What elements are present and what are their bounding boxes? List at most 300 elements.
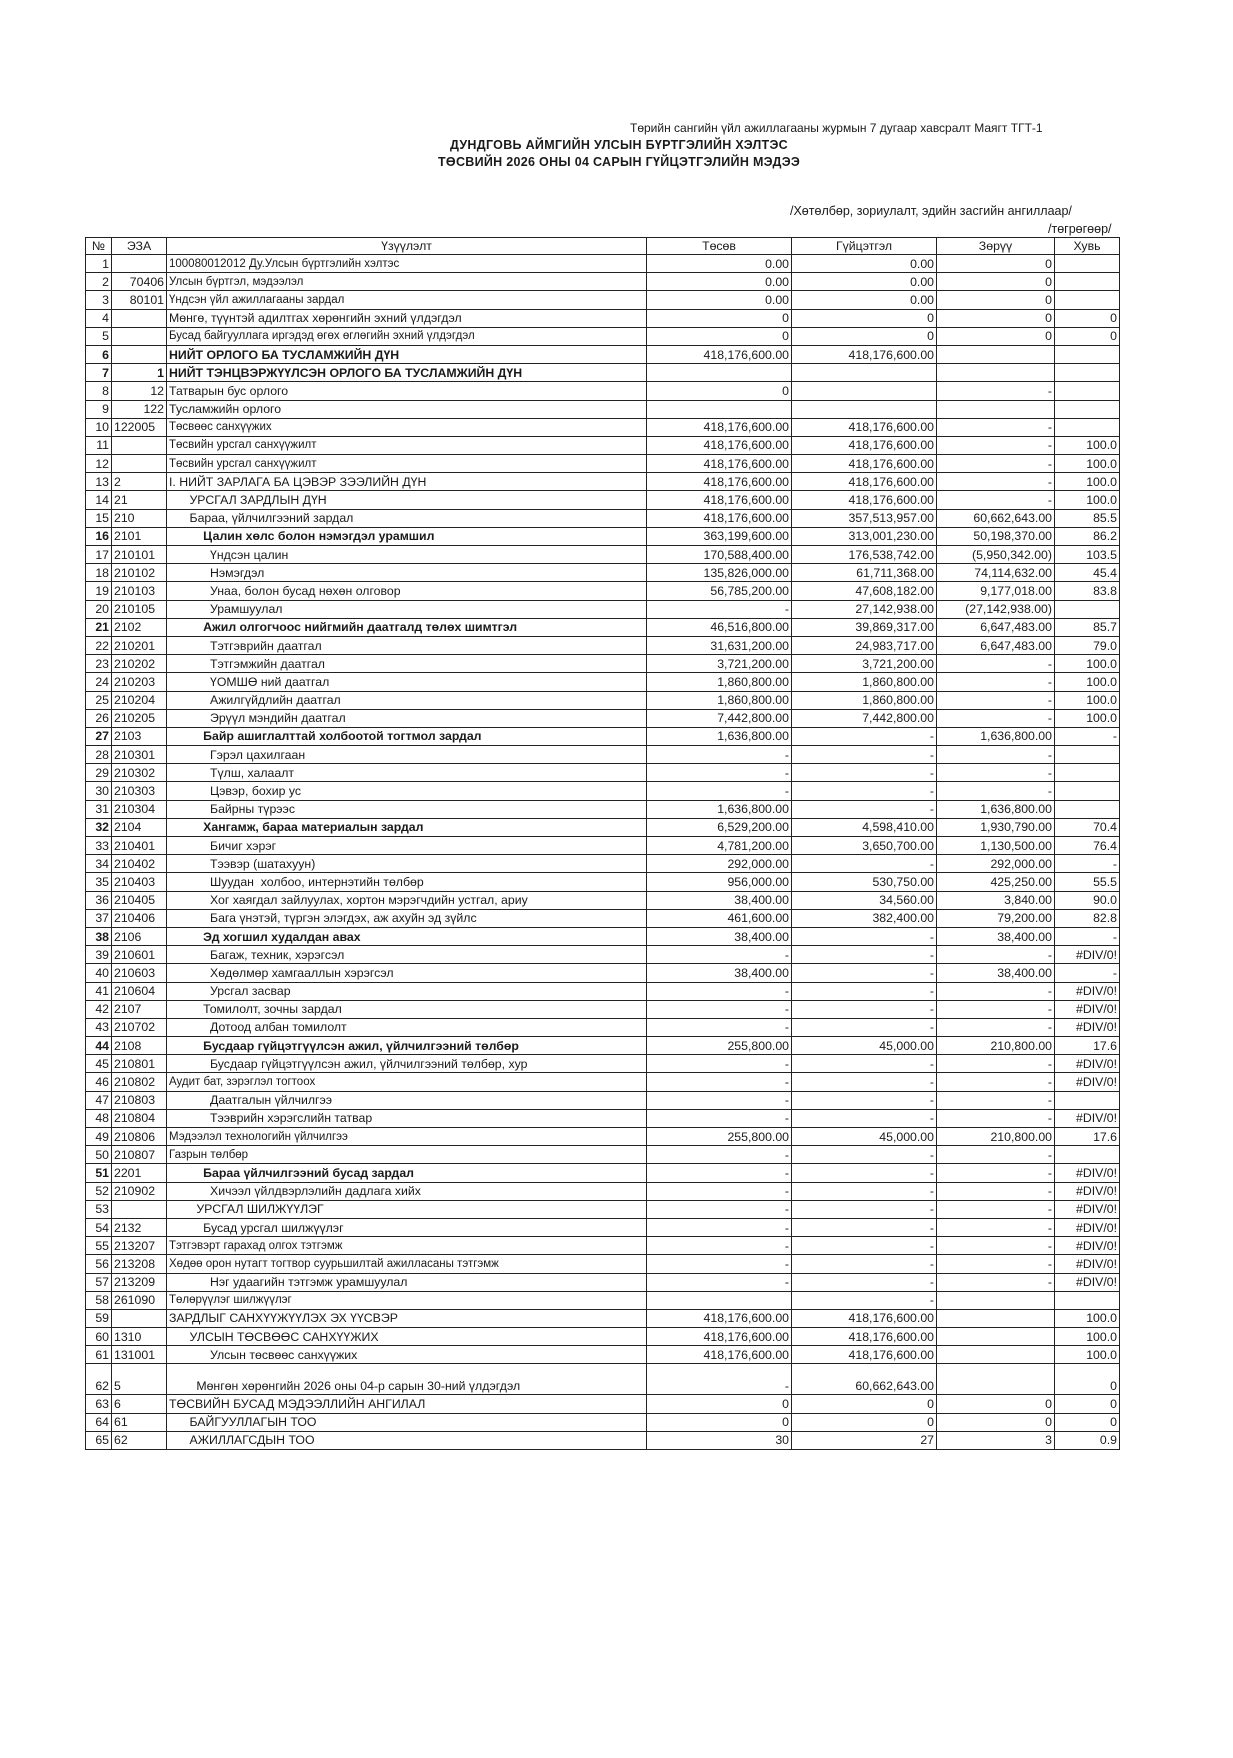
budget-cell: 170,588,400.00	[647, 546, 792, 564]
actual-cell: -	[792, 946, 937, 964]
table-row	[86, 746, 1120, 764]
percent-cell: 100.0	[1055, 709, 1120, 727]
indicator-cell: Багаж, техник, хэрэгсэл	[167, 946, 647, 964]
difference-cell: -	[937, 1018, 1055, 1036]
indicator-cell: Мэдээлэл технологийн үйлчилгээ	[167, 1128, 647, 1146]
difference-cell	[937, 345, 1055, 363]
difference-cell: 0	[937, 1395, 1055, 1413]
row-number-cell: 15	[86, 509, 112, 527]
indicator-cell: Тэтгэмжийн даатгал	[167, 655, 647, 673]
indicator-cell: Хичээл үйлдвэрлэлийн дадлага хийх	[167, 1182, 647, 1200]
row-number-cell: 38	[86, 927, 112, 945]
actual-cell: 3,650,700.00	[792, 837, 937, 855]
difference-cell: 79,200.00	[937, 909, 1055, 927]
indicator-cell: Улсын төсвөөс санхүүжих	[167, 1346, 647, 1364]
difference-cell: 0	[937, 327, 1055, 345]
percent-cell	[1055, 1291, 1120, 1309]
economic-code-cell: 122	[112, 400, 167, 418]
budget-cell: 292,000.00	[647, 855, 792, 873]
row-number-cell: 22	[86, 636, 112, 654]
indicator-cell: НИЙТ ТЭНЦВЭРЖҮҮЛСЭН ОРЛОГО БА ТУСЛАМЖИЙН ДҮН	[167, 364, 647, 382]
economic-code-cell: 210902	[112, 1182, 167, 1200]
indicator-cell: УРСГАЛ ШИЛЖҮҮЛЭГ	[167, 1200, 647, 1218]
indicator-cell: Үндсэн үйл ажиллагааны зардал	[167, 291, 647, 309]
row-number-cell: 14	[86, 491, 112, 509]
budget-cell: 255,800.00	[647, 1037, 792, 1055]
indicator-cell: Цэвэр, бохир ус	[167, 782, 647, 800]
difference-cell	[937, 364, 1055, 382]
budget-cell	[647, 1291, 792, 1309]
actual-cell: 418,176,600.00	[792, 455, 937, 473]
actual-cell: 34,560.00	[792, 891, 937, 909]
indicator-cell: ТӨСВИЙН БУСАД МЭДЭЭЛЛИЙН АНГИЛАЛ	[167, 1395, 647, 1413]
row-number-cell: 37	[86, 909, 112, 927]
indicator-cell: Төсвийн урсгал санхүүжилт	[167, 455, 647, 473]
actual-cell: 27,142,938.00	[792, 600, 937, 618]
table-row	[86, 818, 1120, 836]
percent-cell: 45.4	[1055, 564, 1120, 582]
budget-cell: 0.00	[647, 255, 792, 273]
economic-code-cell: 122005	[112, 418, 167, 436]
economic-code-cell: 12	[112, 382, 167, 400]
indicator-cell: Унаа, болон бусад нөхөн олговор	[167, 582, 647, 600]
actual-cell: -	[792, 782, 937, 800]
table-row	[86, 400, 1120, 418]
actual-cell: 47,608,182.00	[792, 582, 937, 600]
difference-cell: -	[937, 418, 1055, 436]
budget-cell: 3,721,200.00	[647, 655, 792, 673]
table-row	[86, 491, 1120, 509]
economic-code-cell: 210806	[112, 1128, 167, 1146]
difference-cell: 1,930,790.00	[937, 818, 1055, 836]
indicator-cell: УРСГАЛ ЗАРДЛЫН ДҮН	[167, 491, 647, 509]
difference-cell: -	[937, 782, 1055, 800]
row-number-cell: 12	[86, 455, 112, 473]
difference-cell: 0	[937, 255, 1055, 273]
actual-cell: -	[792, 927, 937, 945]
table-row	[86, 418, 1120, 436]
indicator-cell: Ажилгүйдлийн даатгал	[167, 691, 647, 709]
difference-cell: 60,662,643.00	[937, 509, 1055, 527]
economic-code-cell: 210402	[112, 855, 167, 873]
budget-cell: -	[647, 746, 792, 764]
economic-code-cell: 210303	[112, 782, 167, 800]
budget-cell: 30	[647, 1431, 792, 1449]
percent-cell: 83.8	[1055, 582, 1120, 600]
budget-cell: 418,176,600.00	[647, 1328, 792, 1346]
percent-cell: -	[1055, 927, 1120, 945]
indicator-cell: Татварын бус орлого	[167, 382, 647, 400]
percent-cell: 100.0	[1055, 691, 1120, 709]
percent-cell: #DIV/0!	[1055, 982, 1120, 1000]
indicator-cell: АЖИЛЛАГСДЫН ТОО	[167, 1431, 647, 1449]
actual-cell: -	[792, 1000, 937, 1018]
row-number-cell: 48	[86, 1109, 112, 1127]
actual-cell: 418,176,600.00	[792, 345, 937, 363]
actual-cell: 39,869,317.00	[792, 618, 937, 636]
difference-cell	[937, 1291, 1055, 1309]
actual-cell: 60,662,643.00	[792, 1364, 937, 1395]
difference-cell: 425,250.00	[937, 873, 1055, 891]
row-number-cell: 31	[86, 800, 112, 818]
difference-cell: 1,636,800.00	[937, 800, 1055, 818]
table-row	[86, 1182, 1120, 1200]
indicator-cell: Тусламжийн орлого	[167, 400, 647, 418]
actual-cell: 418,176,600.00	[792, 1309, 937, 1327]
row-number-cell: 20	[86, 600, 112, 618]
row-number-cell: 23	[86, 655, 112, 673]
indicator-cell: Бичиг хэрэг	[167, 837, 647, 855]
col-header-indicator: Үзүүлэлт	[167, 238, 647, 255]
difference-cell: -	[937, 491, 1055, 509]
percent-cell: 100.0	[1055, 1328, 1120, 1346]
row-number-cell: 47	[86, 1091, 112, 1109]
row-number-cell: 34	[86, 855, 112, 873]
difference-cell: -	[937, 1000, 1055, 1018]
indicator-cell: Дотоод албан томилолт	[167, 1018, 647, 1036]
budget-cell: -	[647, 946, 792, 964]
table-row	[86, 709, 1120, 727]
difference-cell: 0	[937, 291, 1055, 309]
percent-cell	[1055, 382, 1120, 400]
percent-cell: #DIV/0!	[1055, 1237, 1120, 1255]
budget-cell: -	[647, 1000, 792, 1018]
economic-code-cell: 210201	[112, 636, 167, 654]
percent-cell: 82.8	[1055, 909, 1120, 927]
difference-cell: -	[937, 764, 1055, 782]
indicator-cell: Хөдөлмөр хамгааллын хэрэгсэл	[167, 964, 647, 982]
economic-code-cell: 210103	[112, 582, 167, 600]
actual-cell: 0	[792, 327, 937, 345]
economic-code-cell: 2132	[112, 1218, 167, 1236]
indicator-cell: УЛСЫН ТӨСВӨӨС САНХҮҮЖИХ	[167, 1328, 647, 1346]
percent-cell: #DIV/0!	[1055, 1018, 1120, 1036]
actual-cell: 24,983,717.00	[792, 636, 937, 654]
indicator-cell: Газрын төлбөр	[167, 1146, 647, 1164]
economic-code-cell: 2106	[112, 927, 167, 945]
economic-code-cell: 213209	[112, 1273, 167, 1291]
actual-cell: 313,001,230.00	[792, 527, 937, 545]
economic-code-cell: 210601	[112, 946, 167, 964]
economic-code-cell: 210202	[112, 655, 167, 673]
table-row	[86, 800, 1120, 818]
table-row	[86, 946, 1120, 964]
table-row	[86, 1255, 1120, 1273]
budget-cell: 418,176,600.00	[647, 345, 792, 363]
actual-cell: -	[792, 1164, 937, 1182]
row-number-cell: 43	[86, 1018, 112, 1036]
percent-cell: #DIV/0!	[1055, 1000, 1120, 1018]
indicator-cell: Төсвийн урсгал санхүүжилт	[167, 436, 647, 454]
form-note: Төрийн сангийн үйл ажиллагааны журмын 7 дугаар хавсралт Маягт ТГТ-1	[630, 121, 1043, 135]
budget-cell: 1,860,800.00	[647, 673, 792, 691]
budget-cell: -	[647, 1109, 792, 1127]
economic-code-cell: 210102	[112, 564, 167, 582]
actual-cell	[792, 382, 937, 400]
actual-cell	[792, 400, 937, 418]
actual-cell: -	[792, 1237, 937, 1255]
actual-cell: -	[792, 1182, 937, 1200]
budget-cell: 7,442,800.00	[647, 709, 792, 727]
row-number-cell: 29	[86, 764, 112, 782]
actual-cell: 0.00	[792, 255, 937, 273]
budget-cell: 418,176,600.00	[647, 1309, 792, 1327]
difference-cell: 0	[937, 1413, 1055, 1431]
indicator-cell: Эд хогшил худалдан авах	[167, 927, 647, 945]
col-header-code: ЭЗА	[112, 238, 167, 255]
difference-cell: -	[937, 982, 1055, 1000]
economic-code-cell: 62	[112, 1431, 167, 1449]
economic-code-cell: 210301	[112, 746, 167, 764]
row-number-cell: 27	[86, 727, 112, 745]
budget-cell: 363,199,600.00	[647, 527, 792, 545]
difference-cell: -	[937, 473, 1055, 491]
actual-cell: 4,598,410.00	[792, 818, 937, 836]
indicator-cell: Мөнгөн хөрөнгийн 2026 оны 04-р сарын 30-ний үлдэгдэл	[167, 1364, 647, 1395]
difference-cell: -	[937, 1237, 1055, 1255]
indicator-cell: Байр ашиглалттай холбоотой тогтмол зардал	[167, 727, 647, 745]
difference-cell: 6,647,483.00	[937, 618, 1055, 636]
actual-cell: 61,711,368.00	[792, 564, 937, 582]
actual-cell	[792, 364, 937, 382]
economic-code-cell: 210204	[112, 691, 167, 709]
row-number-cell: 54	[86, 1218, 112, 1236]
actual-cell: -	[792, 855, 937, 873]
actual-cell: 418,176,600.00	[792, 418, 937, 436]
percent-cell	[1055, 600, 1120, 618]
percent-cell: #DIV/0!	[1055, 946, 1120, 964]
difference-cell: -	[937, 1164, 1055, 1182]
actual-cell: 45,000.00	[792, 1037, 937, 1055]
table-row	[86, 891, 1120, 909]
percent-cell: 17.6	[1055, 1037, 1120, 1055]
budget-cell: -	[647, 1018, 792, 1036]
budget-cell	[647, 400, 792, 418]
table-row	[86, 727, 1120, 745]
budget-cell: -	[647, 1364, 792, 1395]
economic-code-cell: 210406	[112, 909, 167, 927]
difference-cell: -	[937, 1273, 1055, 1291]
table-row	[86, 473, 1120, 491]
table-row	[86, 927, 1120, 945]
row-number-cell: 53	[86, 1200, 112, 1218]
actual-cell: 418,176,600.00	[792, 1346, 937, 1364]
actual-cell: 382,400.00	[792, 909, 937, 927]
actual-cell: -	[792, 1109, 937, 1127]
economic-code-cell: 213208	[112, 1255, 167, 1273]
row-number-cell: 60	[86, 1328, 112, 1346]
actual-cell: 418,176,600.00	[792, 1328, 937, 1346]
budget-cell: 956,000.00	[647, 873, 792, 891]
indicator-cell: ҮОМШӨ ний даатгал	[167, 673, 647, 691]
economic-code-cell	[112, 327, 167, 345]
difference-cell: -	[937, 673, 1055, 691]
table-row	[86, 1413, 1120, 1431]
difference-cell: -	[937, 1091, 1055, 1109]
indicator-cell: Бусад байгууллага иргэдэд өгөх өглөгийн эхний үлдэгдэл	[167, 327, 647, 345]
actual-cell: -	[792, 727, 937, 745]
table-row	[86, 1200, 1120, 1218]
table-row	[86, 1431, 1120, 1449]
economic-code-cell: 210405	[112, 891, 167, 909]
row-number-cell: 50	[86, 1146, 112, 1164]
row-number-cell: 65	[86, 1431, 112, 1449]
indicator-cell: Төсвөөс санхүүжих	[167, 418, 647, 436]
table-row	[86, 1073, 1120, 1091]
budget-cell: -	[647, 1055, 792, 1073]
row-number-cell: 41	[86, 982, 112, 1000]
difference-cell	[937, 1346, 1055, 1364]
actual-cell: 7,442,800.00	[792, 709, 937, 727]
budget-cell: -	[647, 982, 792, 1000]
row-number-cell: 17	[86, 546, 112, 564]
budget-cell: -	[647, 1273, 792, 1291]
difference-cell: 38,400.00	[937, 927, 1055, 945]
indicator-cell: Төлөрүүлэг шилжүүлэг	[167, 1291, 647, 1309]
table-row	[86, 327, 1120, 345]
actual-cell: -	[792, 800, 937, 818]
table-row	[86, 600, 1120, 618]
budget-cell: -	[647, 1073, 792, 1091]
difference-cell: -	[937, 1218, 1055, 1236]
indicator-cell: Эрүүл мэндийн даатгал	[167, 709, 647, 727]
economic-code-cell: 210	[112, 509, 167, 527]
actual-cell: 3,721,200.00	[792, 655, 937, 673]
indicator-cell: Улсын бүртгэл, мэдээлэл	[167, 273, 647, 291]
budget-cell: 1,636,800.00	[647, 800, 792, 818]
indicator-cell: I. НИЙТ ЗАРЛАГА БА ЦЭВЭР ЗЭЭЛИЙН ДҮН	[167, 473, 647, 491]
economic-code-cell: 210101	[112, 546, 167, 564]
table-row	[86, 564, 1120, 582]
row-number-cell: 19	[86, 582, 112, 600]
row-number-cell: 46	[86, 1073, 112, 1091]
economic-code-cell: 210803	[112, 1091, 167, 1109]
actual-cell: -	[792, 982, 937, 1000]
economic-code-cell: 210205	[112, 709, 167, 727]
indicator-cell: Томилолт, зочны зардал	[167, 1000, 647, 1018]
row-number-cell: 28	[86, 746, 112, 764]
row-number-cell: 45	[86, 1055, 112, 1073]
budget-cell: 0	[647, 1413, 792, 1431]
difference-cell: -	[937, 1073, 1055, 1091]
budget-cell: 56,785,200.00	[647, 582, 792, 600]
indicator-cell: Урамшуулал	[167, 600, 647, 618]
row-number-cell: 56	[86, 1255, 112, 1273]
row-number-cell: 25	[86, 691, 112, 709]
actual-cell: -	[792, 1200, 937, 1218]
row-number-cell: 5	[86, 327, 112, 345]
budget-cell: 461,600.00	[647, 909, 792, 927]
budget-cell: -	[647, 764, 792, 782]
row-number-cell: 44	[86, 1037, 112, 1055]
table-row	[86, 1291, 1120, 1309]
table-row	[86, 1395, 1120, 1413]
difference-cell: -	[937, 382, 1055, 400]
economic-code-cell: 210804	[112, 1109, 167, 1127]
percent-cell: 76.4	[1055, 837, 1120, 855]
percent-cell: #DIV/0!	[1055, 1218, 1120, 1236]
indicator-cell: Нэг удаагийн тэтгэмж урамшуулал	[167, 1273, 647, 1291]
economic-code-cell: 210802	[112, 1073, 167, 1091]
percent-cell: 100.0	[1055, 1346, 1120, 1364]
table-row	[86, 873, 1120, 891]
budget-cell: 1,860,800.00	[647, 691, 792, 709]
table-row	[86, 909, 1120, 927]
table-row	[86, 1273, 1120, 1291]
row-number-cell: 13	[86, 473, 112, 491]
table-row	[86, 764, 1120, 782]
difference-cell: -	[937, 655, 1055, 673]
economic-code-cell: 2	[112, 473, 167, 491]
economic-code-cell: 210203	[112, 673, 167, 691]
row-number-cell: 3	[86, 291, 112, 309]
percent-cell	[1055, 364, 1120, 382]
table-row	[86, 436, 1120, 454]
budget-cell: 4,781,200.00	[647, 837, 792, 855]
actual-cell: -	[792, 1291, 937, 1309]
percent-cell: -	[1055, 964, 1120, 982]
table-row	[86, 1309, 1120, 1327]
indicator-cell: 100080012012 Ду.Улсын бүртгэлийн хэлтэс	[167, 255, 647, 273]
row-number-cell: 32	[86, 818, 112, 836]
indicator-cell: Тэтгэвэрт гарахад олгох тэтгэмж	[167, 1237, 647, 1255]
row-number-cell: 35	[86, 873, 112, 891]
economic-code-cell	[112, 436, 167, 454]
row-number-cell: 57	[86, 1273, 112, 1291]
percent-cell	[1055, 1146, 1120, 1164]
percent-cell: 55.5	[1055, 873, 1120, 891]
difference-cell: -	[937, 1255, 1055, 1273]
indicator-cell: Үндсэн цалин	[167, 546, 647, 564]
percent-cell: #DIV/0!	[1055, 1182, 1120, 1200]
row-number-cell: 7	[86, 364, 112, 382]
difference-cell	[937, 1328, 1055, 1346]
economic-code-cell: 210702	[112, 1018, 167, 1036]
economic-code-cell: 131001	[112, 1346, 167, 1364]
row-number-cell: 10	[86, 418, 112, 436]
percent-cell	[1055, 782, 1120, 800]
col-header-difference: Зөрүү	[937, 238, 1055, 255]
actual-cell: -	[792, 764, 937, 782]
table-row	[86, 455, 1120, 473]
percent-cell	[1055, 764, 1120, 782]
percent-cell: -	[1055, 727, 1120, 745]
difference-cell: 74,114,632.00	[937, 564, 1055, 582]
difference-cell: 9,177,018.00	[937, 582, 1055, 600]
indicator-cell: Даатгалын үйлчилгээ	[167, 1091, 647, 1109]
actual-cell: -	[792, 1018, 937, 1036]
actual-cell: 27	[792, 1431, 937, 1449]
report-title-org: ДУНДГОВЬ АЙМГИЙН УЛСЫН БҮРТГЭЛИЙН ХЭЛТЭС	[450, 138, 788, 152]
percent-cell: 0	[1055, 327, 1120, 345]
percent-cell: 100.0	[1055, 673, 1120, 691]
table-row	[86, 636, 1120, 654]
indicator-cell: Тээвэр (шатахуун)	[167, 855, 647, 873]
difference-cell: -	[937, 691, 1055, 709]
budget-cell: 38,400.00	[647, 964, 792, 982]
actual-cell: -	[792, 1273, 937, 1291]
indicator-cell: Хөдөө орон нутагт тогтвор суурьшилтай ажилласаны тэтгэмж	[167, 1255, 647, 1273]
percent-cell	[1055, 1091, 1120, 1109]
economic-code-cell	[112, 255, 167, 273]
budget-cell: -	[647, 1200, 792, 1218]
budget-cell: 418,176,600.00	[647, 1346, 792, 1364]
row-number-cell: 49	[86, 1128, 112, 1146]
indicator-cell: ЗАРДЛЫГ САНХҮҮЖҮҮЛЭХ ЭХ ҮҮСВЭР	[167, 1309, 647, 1327]
economic-code-cell: 210604	[112, 982, 167, 1000]
percent-cell: -	[1055, 855, 1120, 873]
percent-cell: 85.5	[1055, 509, 1120, 527]
